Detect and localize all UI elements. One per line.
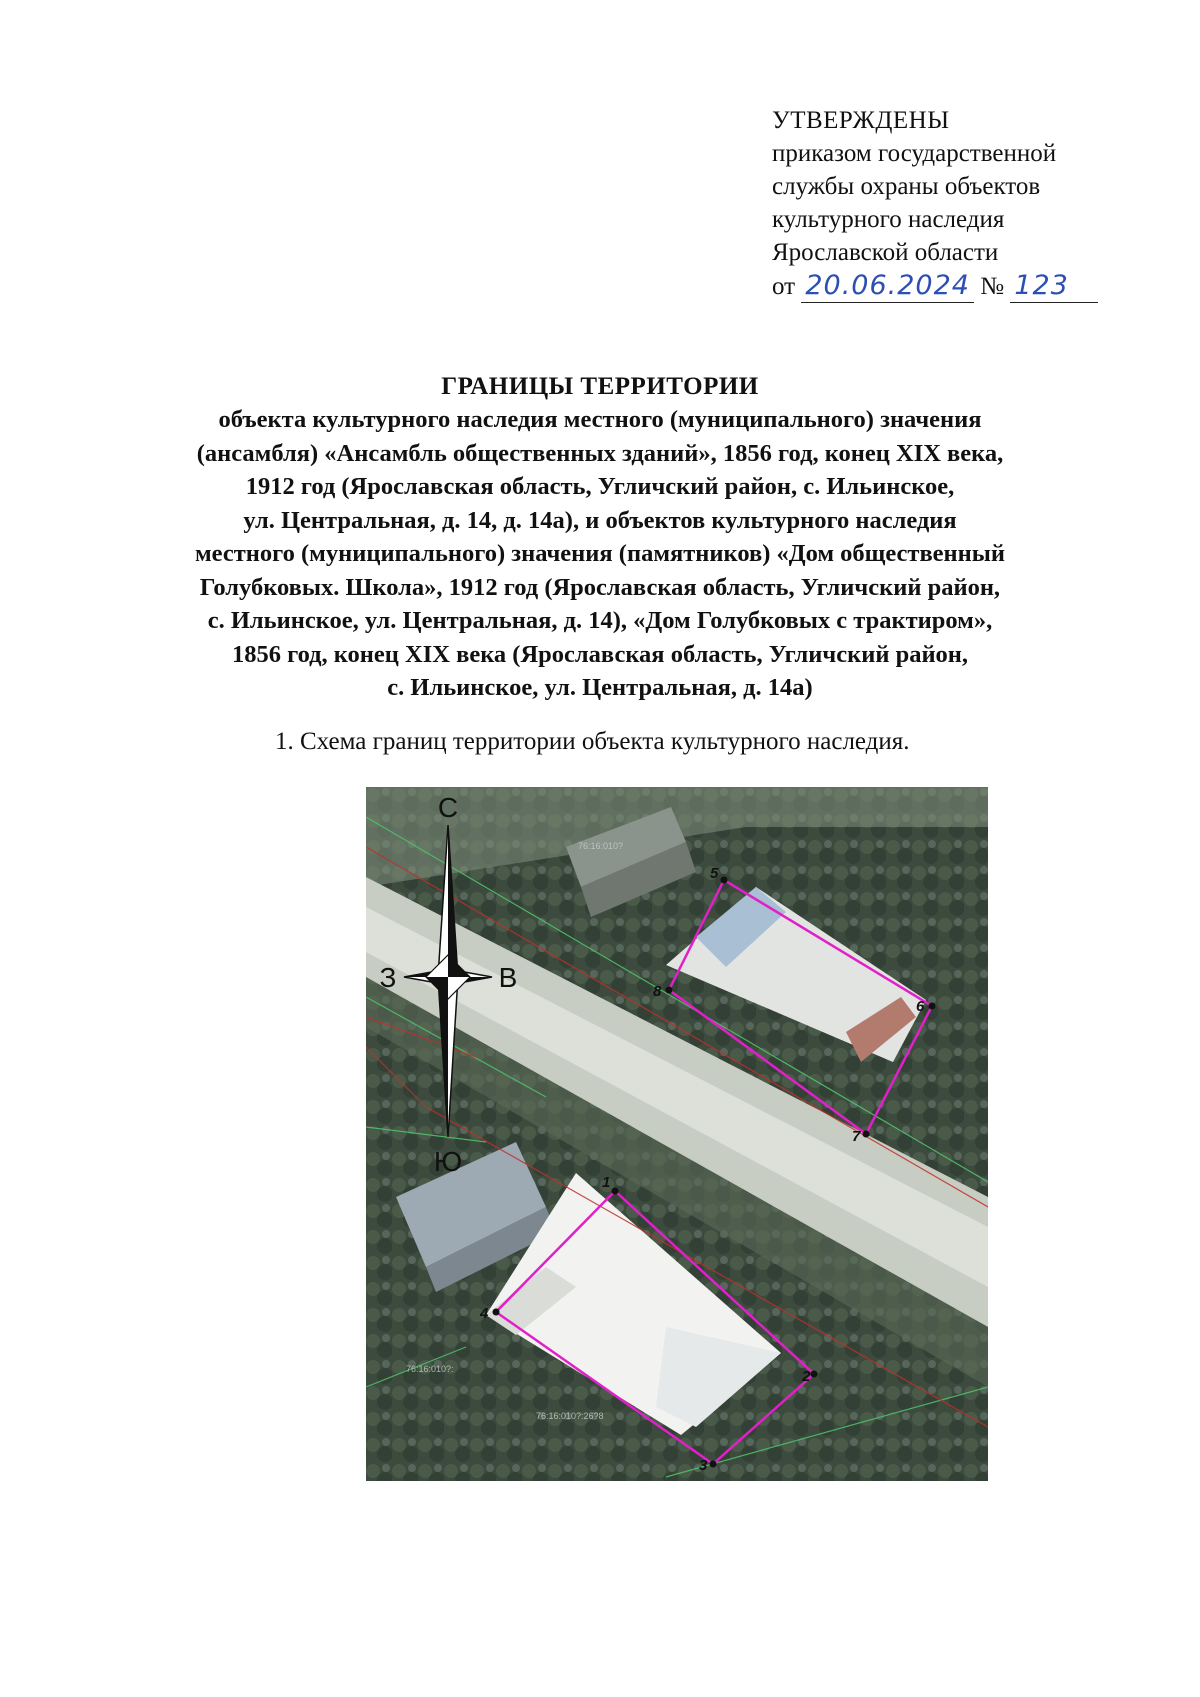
title-line-5: местного (муниципального) значения (памятников) «Дом общественный [194,540,1006,567]
point-label-4: 4 [480,1305,489,1322]
approval-date: 20.06.2024 [801,269,974,303]
cadastral-label-1: 76:16:010? [578,841,624,851]
approval-line-4: Ярославской области [772,239,999,266]
approval-line-2: службы охраны объектов [772,173,1041,200]
approval-line-1: приказом государственной [772,140,1057,167]
map-image [366,787,988,1481]
approval-line-3: культурного наследия [772,206,1005,233]
section-title: 1. Схема границ территории объекта культурного наследия. [275,728,910,755]
number-sign: № [980,273,1005,300]
approval-stamp [772,104,1098,303]
compass-east: В [498,962,518,993]
point-label-1: 1 [602,1174,611,1191]
point-label-5: 5 [710,865,719,882]
title-line-6: Голубковых. Школа», 1912 год (Ярославская область, Угличский район, [199,573,1001,601]
title-line-4: ул. Центральная, д. 14, д. 14а), и объектов культурного наследия [243,506,957,534]
cadastral-label-2: 76:16:010?:26?8 [536,1411,604,1421]
point-label-2: 2 [802,1368,811,1385]
title-line-2: (ансамбля) «Ансамбль общественных зданий», 1856 год, конец XIX века, [196,439,1004,467]
compass-south: Ю [433,1146,463,1177]
title-line-1: объекта культурного наследия местного (муниципального) значения [218,406,982,433]
title-heading: ГРАНИЦЫ ТЕРРИТОРИИ [441,373,759,400]
document-title [150,370,1050,705]
approval-heading: УТВЕРЖДЕНЫ [772,107,950,134]
date-prefix: от [772,273,796,300]
cadastral-label-3: 76:16:010?: [406,1364,454,1374]
point-label-7: 7 [852,1128,861,1145]
approval-number: 123 [1010,269,1098,303]
compass-north: С [437,792,459,823]
title-line-8: 1856 год, конец XIX века (Ярославская область, Угличский район, [231,640,969,668]
title-line-9: с. Ильинское, ул. Центральная, д. 14а) [387,674,813,701]
compass-west: З [379,962,397,993]
approval-date-line [772,269,1098,303]
boundary-map [366,787,988,1481]
point-label-3: 3 [699,1457,708,1474]
title-line-7: с. Ильинское, ул. Центральная, д. 14), «Дом Голубковых с трактиром», [207,607,993,634]
point-label-8: 8 [653,983,662,1000]
point-label-6: 6 [916,998,925,1015]
title-line-3: 1912 год (Ярославская область, Угличский район, с. Ильинское, [245,473,955,500]
